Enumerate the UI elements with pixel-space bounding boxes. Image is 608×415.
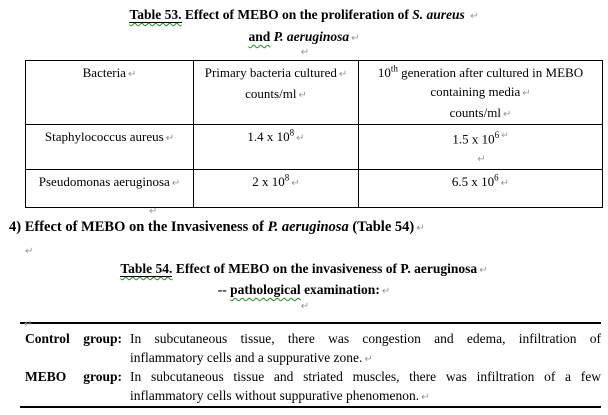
cell-bacteria-name: Staphylococcus aureus ↵ xyxy=(26,125,194,170)
paragraph-mark: ↵ xyxy=(127,69,137,80)
cell-primary-count: 1.4 x $10^8↵$ xyxy=(194,125,359,170)
header-10th-generation: 10th generation after cultured in MEBO containing media ↵ counts/ml ↵ xyxy=(359,61,603,125)
section-heading: 4) Effect of MEBO on the Invasiveness of P. aeruginosa (Table 54) ↵ xyxy=(9,219,425,235)
paragraph-mark: ↵ xyxy=(477,154,486,166)
paragraph-mark: ↵ xyxy=(502,109,512,120)
table53 xyxy=(25,60,603,208)
species-s-aureus: S. aureus xyxy=(412,7,465,22)
paragraph-mark: ↵ xyxy=(500,178,510,190)
paragraph-mark: ↵ xyxy=(351,33,360,44)
paragraph-mark: ↵ xyxy=(364,354,373,365)
table53-caption-line2: and P. aeruginosa ↵ xyxy=(248,29,360,44)
horizontal-rule-bottom xyxy=(20,406,601,408)
paragraph-mark: ↵ xyxy=(381,286,391,297)
control-group-label: Control group: xyxy=(25,331,122,346)
cell-bacteria-name: Pseudomonas aeruginosa ↵ xyxy=(26,170,194,208)
paragraph-mark: ↵ xyxy=(338,69,348,80)
horizontal-rule-top xyxy=(20,322,601,324)
paragraph-mark: ↵ xyxy=(416,223,425,234)
paragraph-mark: ↵ xyxy=(421,392,430,403)
empty-paragraph xyxy=(23,242,33,258)
species-p-aeruginosa: P. aeruginosa xyxy=(273,29,350,44)
paragraph-mark: ↵ xyxy=(171,178,181,190)
table54-caption-line2: -- pathological examination: ↵ xyxy=(217,282,391,297)
empty-paragraph xyxy=(0,43,608,59)
control-group-text-line2: inflammatory cells and a suppurative zone. ↵ xyxy=(130,350,373,365)
control-group-text-line1: In subcutaneous tissue, there was congestion and edema, infiltration of xyxy=(130,331,601,346)
paragraph-mark: ↵ xyxy=(291,178,300,190)
mebo-group-text-line2: inflammatory cells without suppurative phenomenon. ↵ xyxy=(130,388,430,403)
table54-caption-number: Table 54. xyxy=(120,261,173,276)
header-primary-counts: Primary bacteria cultured ↵ counts/ml ↵ xyxy=(194,61,359,125)
paragraph-mark: ↵ xyxy=(24,319,33,330)
cell-mebo-count: 1.5 x $10^6$ ↵ ↵ xyxy=(359,125,603,170)
paragraph-mark: ↵ xyxy=(501,131,509,141)
mebo-group-label: MEBO group: xyxy=(25,369,122,384)
table53-caption-line1: Table 53. Effect of MEBO on the proliferation of S. aureus ↵ xyxy=(129,7,479,22)
paragraph-mark: ↵ xyxy=(298,90,307,101)
paragraph-mark: ↵ xyxy=(165,133,175,144)
table53-caption-number: Table 53. xyxy=(129,7,182,22)
paragraph-mark: ↵ xyxy=(300,47,310,58)
species-p-aeruginosa: P. aeruginosa xyxy=(267,219,349,235)
paragraph-mark: ↵ xyxy=(149,206,158,217)
table53-header-row xyxy=(26,61,603,125)
paragraph-mark: ↵ xyxy=(300,301,310,312)
cell-primary-count: 2 x $10^8↵$ xyxy=(194,170,359,208)
paragraph-mark: ↵ xyxy=(296,133,305,144)
empty-paragraph xyxy=(22,315,32,331)
cell-mebo-count: 6.5 x $10^6↵$ xyxy=(359,170,603,208)
header-bacteria: Bacteria ↵ xyxy=(26,61,194,125)
table-row xyxy=(26,125,603,170)
paragraph-mark: ↵ xyxy=(479,265,488,276)
paragraph-mark: ↵ xyxy=(470,11,479,22)
table54-caption-line1: Table 54. Effect of MEBO on the invasiveness of P. aeruginosa ↵ xyxy=(120,261,488,276)
table-row xyxy=(26,170,603,208)
empty-paragraph xyxy=(147,202,157,218)
paragraph-mark: ↵ xyxy=(25,246,34,257)
empty-paragraph xyxy=(0,297,608,313)
mebo-group-text-line1: In subcutaneous tissue and striated muscles, there was infiltration of a few xyxy=(130,369,601,384)
table54-caption xyxy=(0,259,608,301)
paragraph-mark: ↵ xyxy=(522,88,531,99)
